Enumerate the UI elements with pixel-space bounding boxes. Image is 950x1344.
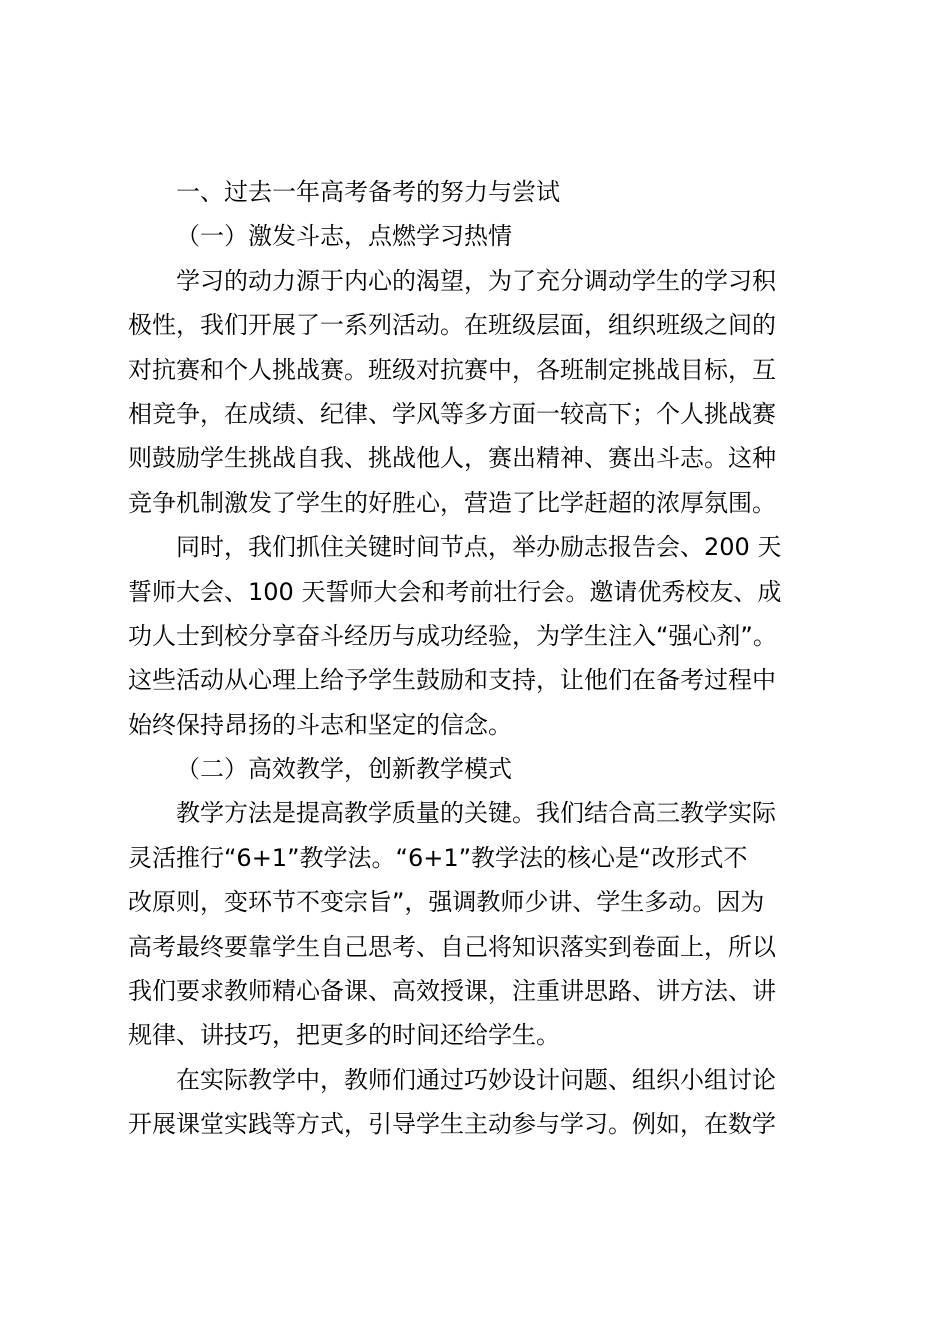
subsection-heading: （二）高效教学，创新教学模式 — [176, 755, 512, 784]
paragraph-line: 学习的动力源于内心的渴望，为了充分调动学生的学习积 — [176, 266, 776, 295]
paragraph-line: 在实际教学中，教师们通过巧妙设计问题、组织小组讨论 — [176, 1065, 776, 1094]
paragraph-line: 竞争机制激发了学生的好胜心，营造了比学赶超的浓厚氛围。 — [128, 488, 776, 517]
paragraph-line: 我们要求教师精心备课、高效授课，注重讲思路、讲方法、讲 — [128, 977, 776, 1006]
paragraph-line: 极性，我们开展了一系列活动。在班级层面，组织班级之间的 — [128, 311, 776, 340]
paragraph-line: 高考最终要靠学生自己思考、自己将知识落实到卷面上，所以 — [128, 932, 776, 961]
paragraph-line: 开展课堂实践等方式，引导学生主动参与学习。例如，在数学 — [128, 1110, 776, 1139]
paragraph-line: 则鼓励学生挑战自我、挑战他人，赛出精神、赛出斗志。这种 — [128, 444, 776, 473]
paragraph-line: 灵活推行“6+1”教学法。“6+1”教学法的核心是“改形式不 — [128, 843, 748, 872]
paragraph-line: 同时，我们抓住关键时间节点，举办励志报告会、200 天 — [176, 533, 782, 562]
subsection-heading: （一）激发斗志，点燃学习热情 — [176, 222, 512, 251]
paragraph-line: 这些活动从心理上给予学生鼓励和支持，让他们在备考过程中 — [128, 666, 776, 695]
paragraph-line: 对抗赛和个人挑战赛。班级对抗赛中，各班制定挑战目标，互 — [128, 355, 776, 384]
section-heading: 一、过去一年高考备考的努力与尝试 — [176, 178, 560, 206]
paragraph-line: 教学方法是提高教学质量的关键。我们结合高三教学实际 — [176, 799, 776, 828]
paragraph-line: 规律、讲技巧，把更多的时间还给学生。 — [128, 1021, 560, 1050]
paragraph-line: 相竞争，在成绩、纪律、学风等多方面一较高下；个人挑战赛 — [128, 399, 776, 428]
document-body — [128, 170, 834, 1147]
paragraph-line: 始终保持昂扬的斗志和坚定的信念。 — [128, 710, 512, 739]
paragraph-line: 改原则，变环节不变宗旨”，强调教师少讲、学生多动。因为 — [128, 888, 765, 917]
paragraph-line: 誓师大会、100 天誓师大会和考前壮行会。邀请优秀校友、成 — [128, 577, 782, 606]
paragraph-line: 功人士到校分享奋斗经历与成功经验，为学生注入“强心剂”。 — [128, 621, 777, 650]
